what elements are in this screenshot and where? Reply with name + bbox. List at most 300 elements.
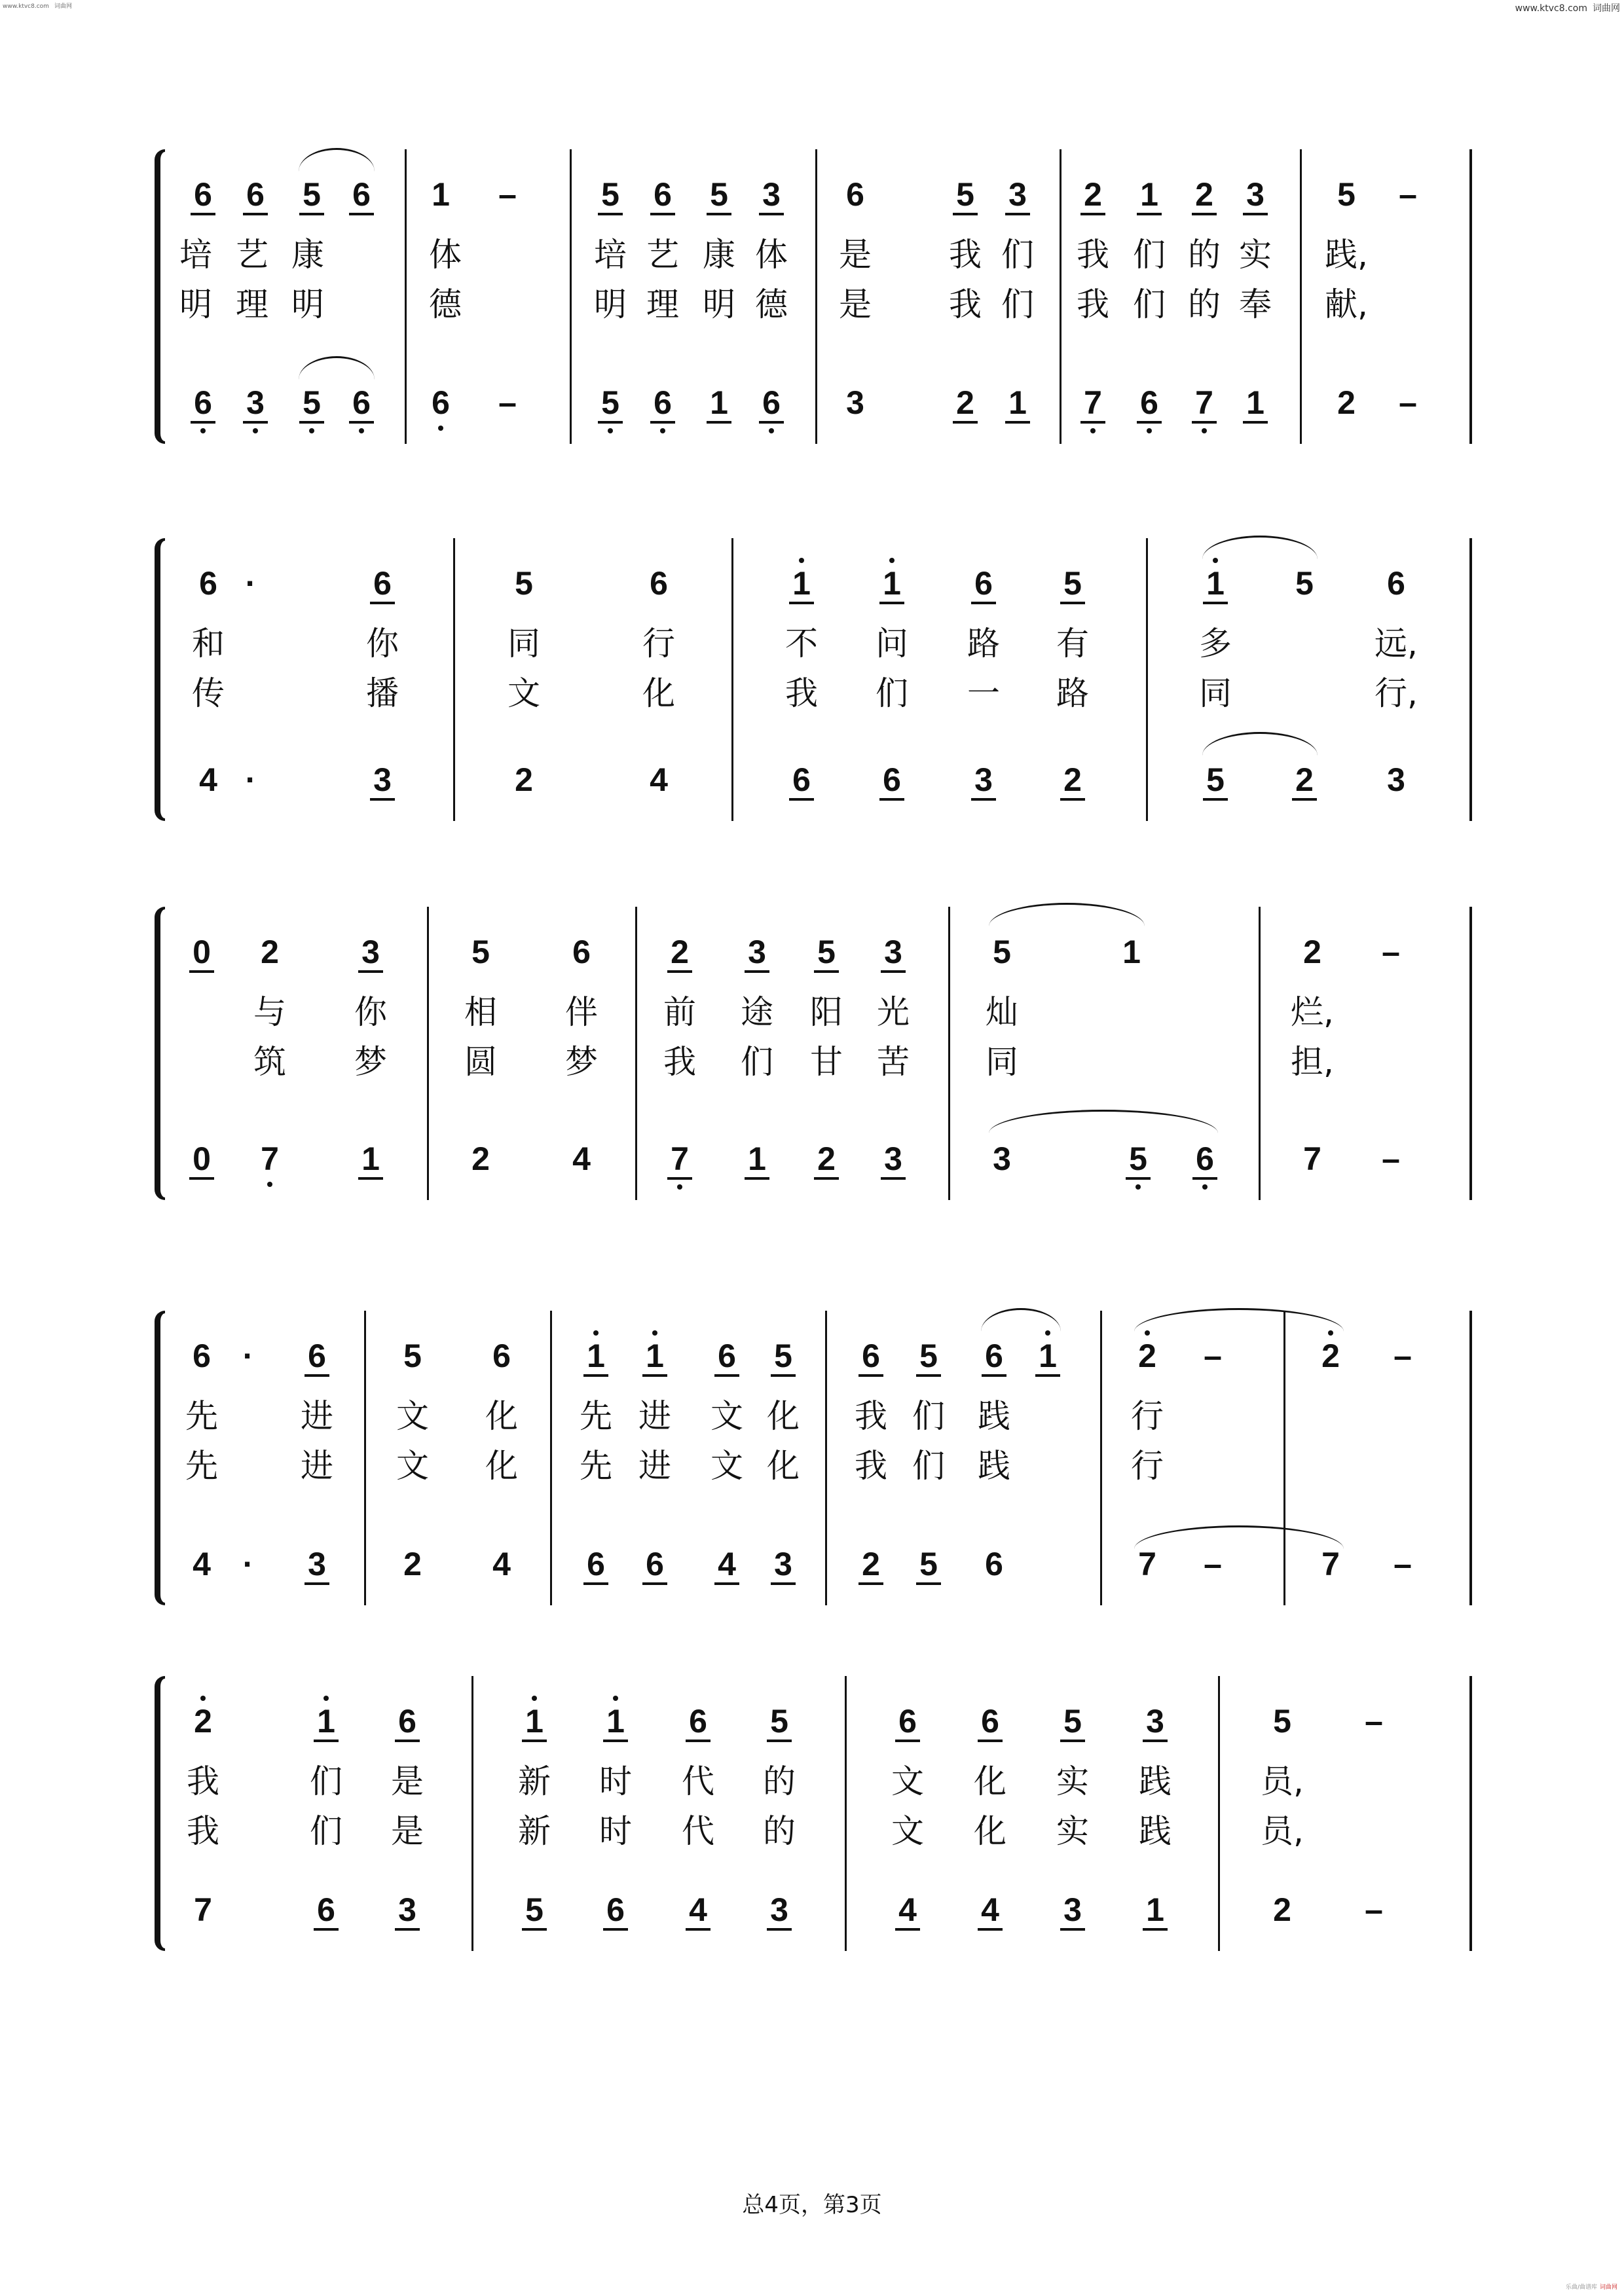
soprano-note: 5: [811, 933, 841, 971]
soprano-note: –: [1365, 1703, 1383, 1740]
site-name-right: 词曲网: [1593, 3, 1620, 14]
barline: [364, 1311, 366, 1605]
alto-note: 6: [311, 1891, 341, 1929]
soprano-note: 5: [1295, 565, 1314, 602]
alto-note: 5: [913, 1545, 944, 1583]
alto-note: 1: [1140, 1891, 1170, 1929]
alto-note: 5: [297, 384, 327, 422]
alto-note: 7: [1321, 1546, 1340, 1582]
soprano-note: 1: [600, 1702, 631, 1740]
soprano-note: 1: [1033, 1337, 1063, 1375]
alto-note: 1: [1003, 384, 1033, 422]
lyric-syllable: 化: [485, 1397, 518, 1435]
soprano-note: 6: [346, 175, 377, 213]
lyric-syllable: 问: [876, 625, 908, 663]
footer-logo: [1566, 2282, 1617, 2291]
barline: [550, 1311, 552, 1605]
alto-note: –: [1204, 1546, 1222, 1582]
alto-note: 7: [194, 1891, 212, 1928]
lyric-syllable: 艺: [236, 236, 268, 274]
alto-note: 6: [648, 384, 678, 422]
alto-note: 6: [985, 1546, 1003, 1582]
soprano-note: –: [1399, 176, 1417, 213]
alto-note: 3: [993, 1140, 1011, 1177]
lyric-syllable: 是: [839, 285, 872, 323]
lyric-syllable: 康: [703, 236, 735, 274]
lyric-syllable: 圆: [464, 1043, 497, 1081]
alto-note: 2: [515, 761, 533, 798]
lyric-syllable: 有: [1056, 625, 1089, 663]
lyric-syllable: 时: [599, 1812, 632, 1850]
soprano-note: 5: [768, 1337, 798, 1375]
alto-note: 6: [600, 1891, 631, 1929]
barline: [1469, 538, 1472, 821]
lyric-syllable: 奉: [1239, 285, 1272, 323]
lyric-syllable: 们: [310, 1762, 342, 1800]
soprano-note: 1: [519, 1702, 549, 1740]
alto-note: 2: [471, 1140, 490, 1177]
lyric-syllable: 苦: [877, 1043, 910, 1081]
score-system: [0, 1676, 1624, 1951]
alto-note: 3: [878, 1140, 908, 1178]
lyric-syllable: 烂,: [1291, 993, 1334, 1031]
lyric-syllable: 明: [703, 285, 735, 323]
soprano-note: –: [498, 176, 517, 213]
lyric-syllable: 我: [663, 1043, 696, 1081]
lyric-syllable: 播: [366, 674, 399, 712]
alto-note: 3: [764, 1891, 794, 1929]
lyric-syllable: 德: [429, 285, 462, 323]
alto-note: 6: [1134, 384, 1164, 422]
lyric-syllable: 途: [741, 993, 773, 1031]
site-url-left: www.ktvc8.com: [3, 3, 49, 10]
system-bracket: [155, 149, 165, 444]
alto-note: 6: [188, 384, 218, 422]
soprano-note: 6: [492, 1338, 511, 1374]
soprano-note: 6: [302, 1337, 332, 1375]
lyric-syllable: 光: [877, 993, 910, 1031]
lyric-syllable: 筑: [253, 1043, 286, 1081]
soprano-note: 1: [1200, 564, 1230, 602]
soprano-note: 6: [240, 175, 270, 213]
soprano-note: 5: [1058, 1702, 1088, 1740]
lyric-syllable: 我: [1077, 285, 1109, 323]
alto-note: 7: [1138, 1546, 1156, 1582]
alto-note: ·: [245, 761, 257, 798]
lyric-syllable: 文: [891, 1812, 924, 1850]
lyric-syllable: 我: [187, 1762, 219, 1800]
lyric-syllable: 新: [518, 1762, 551, 1800]
slur: [981, 1308, 1061, 1332]
lyric-syllable: 我: [949, 236, 982, 274]
score-system: [0, 538, 1624, 821]
barline: [570, 149, 572, 444]
soprano-note: 2: [188, 1702, 218, 1740]
soprano-note: 2: [1132, 1337, 1162, 1375]
alto-note: 2: [403, 1546, 422, 1582]
soprano-note: 1: [1122, 934, 1141, 970]
lyric-syllable: 一: [967, 674, 1000, 712]
lyric-syllable: 艺: [646, 236, 679, 274]
lyric-syllable: 路: [1056, 674, 1089, 712]
soprano-note: 3: [1240, 175, 1270, 213]
lyric-syllable: 阳: [810, 993, 843, 1031]
slur: [989, 1110, 1218, 1133]
lyric-syllable: 践: [978, 1397, 1010, 1435]
alto-note: 6: [581, 1545, 611, 1583]
lyric-syllable: 们: [912, 1447, 945, 1485]
lyric-syllable: 文: [507, 674, 540, 712]
lyric-syllable: 梦: [354, 1043, 387, 1081]
soprano-note: 5: [993, 934, 1011, 970]
lyric-syllable: 甘: [810, 1043, 843, 1081]
slur: [1134, 1525, 1344, 1549]
alto-note: 6: [1190, 1140, 1220, 1178]
lyric-syllable: 先: [185, 1397, 218, 1435]
soprano-note: 1: [877, 564, 907, 602]
lyric-syllable: 们: [741, 1043, 773, 1081]
soprano-note: 2: [1189, 175, 1219, 213]
alto-note: 7: [665, 1140, 695, 1178]
alto-note: 7: [255, 1140, 285, 1178]
alto-note: 4: [572, 1140, 591, 1177]
slur: [299, 148, 375, 172]
barline: [471, 1676, 473, 1951]
barline: [1283, 1311, 1285, 1605]
alto-note: 3: [969, 761, 999, 799]
soprano-note: ·: [245, 565, 257, 602]
soprano-note: 6: [392, 1702, 422, 1740]
soprano-note: 2: [1316, 1337, 1346, 1375]
soprano-note: 6: [969, 564, 999, 602]
lyric-syllable: 献,: [1325, 285, 1368, 323]
lyric-syllable: 梦: [565, 1043, 598, 1081]
alto-note: 4: [199, 761, 217, 798]
soprano-note: ·: [242, 1338, 254, 1374]
soprano-note: 6: [650, 565, 668, 602]
alto-note: 6: [786, 761, 817, 799]
site-header-right: [1515, 1, 1620, 14]
soprano-note: 1: [432, 176, 450, 213]
barline: [845, 1676, 847, 1951]
system-bracket: [155, 1311, 165, 1605]
lyric-syllable: 是: [391, 1762, 424, 1800]
lyric-syllable: 们: [1001, 236, 1034, 274]
alto-note: 1: [704, 384, 734, 422]
alto-note: 4: [193, 1546, 211, 1582]
lyric-syllable: 同: [507, 625, 540, 663]
soprano-note: 5: [1337, 176, 1356, 213]
lyric-syllable: 明: [594, 285, 627, 323]
lyric-syllable: 伴: [565, 993, 598, 1031]
lyric-syllable: 进: [301, 1447, 333, 1485]
page-number: 总4页，第3页: [742, 2192, 882, 2218]
alto-note: 6: [346, 384, 377, 422]
barline: [453, 538, 455, 821]
barline: [427, 907, 429, 1200]
lyric-syllable: 们: [1133, 236, 1166, 274]
alto-note: 2: [1337, 384, 1356, 421]
system-bracket: [155, 1676, 165, 1951]
soprano-note: 5: [297, 175, 327, 213]
soprano-note: –: [1393, 1338, 1412, 1374]
soprano-note: 5: [704, 175, 734, 213]
lyric-syllable: 我: [1077, 236, 1109, 274]
alto-note: 4: [893, 1891, 923, 1929]
lyric-syllable: 传: [192, 674, 225, 712]
lyric-syllable: 体: [429, 236, 462, 274]
lyric-syllable: 行: [1131, 1447, 1164, 1485]
lyric-syllable: 时: [599, 1762, 632, 1800]
soprano-note: 6: [199, 565, 217, 602]
lyric-syllable: 员,: [1261, 1812, 1304, 1850]
score-system: [0, 907, 1624, 1200]
lyric-syllable: 化: [767, 1447, 800, 1485]
barline: [815, 149, 817, 444]
soprano-note: 6: [979, 1337, 1009, 1375]
alto-note: 6: [426, 384, 456, 422]
lyric-syllable: 文: [396, 1397, 429, 1435]
lyric-syllable: 实: [1056, 1762, 1089, 1800]
soprano-note: 6: [193, 1338, 211, 1374]
lyric-syllable: 践,: [1325, 236, 1368, 274]
barline: [1300, 149, 1302, 444]
lyric-syllable: 的: [763, 1762, 796, 1800]
soprano-note: 6: [893, 1702, 923, 1740]
barline: [1100, 1311, 1102, 1605]
barline: [1469, 149, 1472, 444]
lyric-syllable: 们: [876, 674, 908, 712]
lyric-syllable: 实: [1239, 236, 1272, 274]
soprano-note: 6: [683, 1702, 713, 1740]
lyric-syllable: 化: [974, 1812, 1006, 1850]
barline: [1218, 1676, 1220, 1951]
lyric-syllable: 我: [855, 1397, 887, 1435]
lyric-syllable: 前: [663, 993, 696, 1031]
alto-note: 0: [187, 1140, 217, 1178]
alto-note: 6: [640, 1545, 670, 1583]
alto-note: 2: [856, 1545, 886, 1583]
lyric-syllable: 是: [391, 1812, 424, 1850]
soprano-note: –: [1204, 1338, 1222, 1374]
score-system: [0, 1311, 1624, 1605]
barline: [1469, 1676, 1472, 1951]
footer-logo-right: 词曲网: [1599, 2284, 1617, 2291]
soprano-note: 6: [975, 1702, 1005, 1740]
lyric-syllable: 相: [464, 993, 497, 1031]
lyric-syllable: 不: [785, 625, 818, 663]
lyric-syllable: 行: [1131, 1397, 1164, 1435]
alto-note: 2: [811, 1140, 841, 1178]
alto-note: 5: [595, 384, 625, 422]
soprano-note: 1: [311, 1702, 341, 1740]
score-system: [0, 149, 1624, 444]
soprano-note: 5: [403, 1338, 422, 1374]
barline: [635, 907, 637, 1200]
lyric-syllable: 你: [354, 993, 387, 1031]
soprano-note: 1: [581, 1337, 611, 1375]
alto-note: 1: [356, 1140, 386, 1178]
barline: [405, 149, 407, 444]
alto-note: 3: [768, 1545, 798, 1583]
alto-note: 3: [392, 1891, 422, 1929]
soprano-note: 0: [187, 933, 217, 971]
lyric-syllable: 化: [974, 1762, 1006, 1800]
lyric-syllable: 同: [986, 1043, 1018, 1081]
barline: [1146, 538, 1148, 821]
alto-note: 3: [1058, 1891, 1088, 1929]
system-bracket: [155, 907, 165, 1200]
alto-note: 3: [302, 1545, 332, 1583]
alto-note: 2: [1273, 1891, 1291, 1928]
lyric-syllable: 和: [192, 625, 225, 663]
alto-note: 3: [367, 761, 397, 799]
alto-note: 2: [1058, 761, 1088, 799]
lyric-syllable: 的: [1188, 285, 1221, 323]
lyric-syllable: 文: [396, 1447, 429, 1485]
lyric-syllable: 我: [949, 285, 982, 323]
soprano-note: 2: [665, 933, 695, 971]
alto-note: –: [1365, 1891, 1383, 1928]
soprano-note: 6: [846, 176, 864, 213]
lyric-syllable: 我: [187, 1812, 219, 1850]
alto-note: 3: [1387, 761, 1405, 798]
lyric-syllable: 我: [785, 674, 818, 712]
lyric-syllable: 践: [978, 1447, 1010, 1485]
lyric-syllable: 体: [755, 236, 788, 274]
lyric-syllable: 明: [291, 285, 324, 323]
soprano-note: 3: [878, 933, 908, 971]
barline: [948, 907, 950, 1200]
lyric-syllable: 进: [301, 1397, 333, 1435]
lyric-syllable: 培: [594, 236, 627, 274]
lyric-syllable: 康: [291, 236, 324, 274]
lyric-syllable: 进: [638, 1397, 671, 1435]
soprano-note: 6: [1387, 565, 1405, 602]
lyric-syllable: 我: [855, 1447, 887, 1485]
alto-note: 7: [1303, 1140, 1321, 1177]
soprano-note: 6: [367, 564, 397, 602]
soprano-note: 2: [261, 934, 279, 970]
lyric-syllable: 与: [253, 993, 286, 1031]
soprano-note: 1: [786, 564, 817, 602]
alto-note: 3: [846, 384, 864, 421]
alto-note: 6: [877, 761, 907, 799]
lyric-syllable: 代: [682, 1762, 714, 1800]
lyric-syllable: 们: [1001, 285, 1034, 323]
alto-note: 5: [1123, 1140, 1153, 1178]
soprano-note: 6: [572, 934, 591, 970]
lyric-syllable: 化: [767, 1397, 800, 1435]
barline: [1469, 1311, 1472, 1605]
soprano-note: 2: [1303, 934, 1321, 970]
soprano-note: 3: [742, 933, 772, 971]
alto-note: 1: [1240, 384, 1270, 422]
lyric-syllable: 的: [763, 1812, 796, 1850]
lyric-syllable: 践: [1139, 1812, 1172, 1850]
soprano-note: 5: [1058, 564, 1088, 602]
site-name-left: 词曲网: [54, 3, 72, 10]
alto-note: 4: [712, 1545, 742, 1583]
soprano-note: 1: [1134, 175, 1164, 213]
alto-note: –: [498, 384, 517, 421]
alto-note: 4: [683, 1891, 713, 1929]
alto-note: 1: [742, 1140, 772, 1178]
soprano-note: 6: [712, 1337, 742, 1375]
alto-note: 4: [650, 761, 668, 798]
lyric-syllable: 同: [1199, 674, 1232, 712]
lyric-syllable: 远,: [1375, 625, 1418, 663]
soprano-note: 5: [515, 565, 533, 602]
lyric-syllable: 德: [755, 285, 788, 323]
lyric-syllable: 是: [839, 236, 872, 274]
soprano-note: 1: [640, 1337, 670, 1375]
lyric-syllable: 新: [518, 1812, 551, 1850]
lyric-syllable: 们: [310, 1812, 342, 1850]
lyric-syllable: 文: [710, 1447, 743, 1485]
soprano-note: 5: [1273, 1703, 1291, 1740]
soprano-note: 3: [756, 175, 786, 213]
soprano-note: 5: [595, 175, 625, 213]
slur: [989, 903, 1145, 926]
soprano-note: 3: [356, 933, 386, 971]
alto-note: 3: [240, 384, 270, 422]
alto-note: 5: [519, 1891, 549, 1929]
lyric-syllable: 理: [236, 285, 268, 323]
alto-note: –: [1393, 1546, 1412, 1582]
soprano-note: 6: [856, 1337, 886, 1375]
barline: [731, 538, 733, 821]
lyric-syllable: 的: [1188, 236, 1221, 274]
lyric-syllable: 进: [638, 1447, 671, 1485]
lyric-syllable: 们: [912, 1397, 945, 1435]
lyric-syllable: 你: [366, 625, 399, 663]
alto-note: 4: [492, 1546, 511, 1582]
slur: [299, 356, 375, 380]
lyric-syllable: 行,: [1375, 674, 1418, 712]
barline: [1259, 907, 1261, 1200]
lyric-syllable: 担,: [1291, 1043, 1334, 1081]
alto-note: –: [1382, 1140, 1400, 1177]
lyric-syllable: 文: [891, 1762, 924, 1800]
soprano-note: 2: [1078, 175, 1108, 213]
alto-note: 2: [1289, 761, 1320, 799]
alto-note: 2: [950, 384, 980, 422]
lyric-syllable: 践: [1139, 1762, 1172, 1800]
slur: [1202, 536, 1318, 559]
site-header-left: [3, 1, 72, 10]
soprano-note: 5: [764, 1702, 794, 1740]
alto-note: ·: [242, 1546, 254, 1582]
barline: [1469, 907, 1472, 1200]
lyric-syllable: 实: [1056, 1812, 1089, 1850]
lyric-syllable: 灿: [986, 993, 1018, 1031]
lyric-syllable: 化: [485, 1447, 518, 1485]
system-bracket: [155, 538, 165, 821]
soprano-note: 6: [648, 175, 678, 213]
soprano-note: 5: [950, 175, 980, 213]
lyric-syllable: 先: [185, 1447, 218, 1485]
lyric-syllable: 培: [179, 236, 212, 274]
slur: [1134, 1308, 1344, 1332]
alto-note: 6: [756, 384, 786, 422]
site-url-right: www.ktvc8.com: [1515, 3, 1587, 14]
lyric-syllable: 先: [580, 1447, 612, 1485]
slur: [1202, 732, 1318, 756]
lyric-syllable: 先: [580, 1397, 612, 1435]
lyric-syllable: 多: [1199, 625, 1232, 663]
soprano-note: –: [1382, 934, 1400, 970]
